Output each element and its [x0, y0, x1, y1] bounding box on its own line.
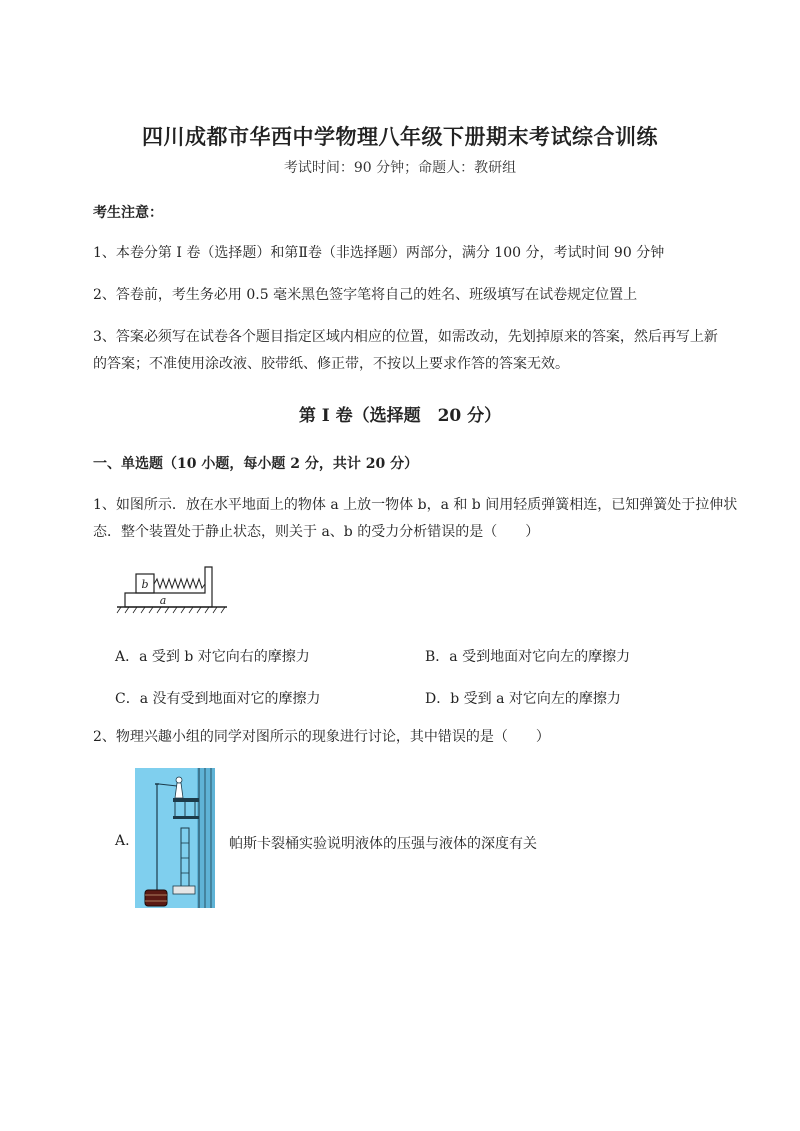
notice-item-3-line-2: 的答案；不准使用涂改液、胶带纸、修正带，不按以上要求作答的答案无效。 [93, 356, 569, 372]
notice-item-1: 1、本卷分第 I 卷（选择题）和第Ⅱ卷（非选择题）两部分，满分 100 分，考试时间 90 分钟 [93, 245, 665, 261]
question-1-line-1: 1、如图所示．放在水平地面上的物体 a 上放一物体 b，a 和 b 间用轻质弹簧相连，已知弹簧处于拉伸状 [93, 497, 738, 513]
pascal-barrel-figure [135, 768, 215, 908]
notice-heading: 考生注意： [93, 205, 163, 221]
option-1-a: A．a 受到 b 对它向右的摩擦力 [115, 649, 310, 665]
question-2-line-1: 2、物理兴趣小组的同学对图所示的现象进行讨论，其中错误的是（ ） [93, 729, 550, 745]
section-title: 第 I 卷（选择题 20 分） [298, 406, 502, 426]
option-2-a-text: 帕斯卡裂桶实验说明液体的压强与液体的深度有关 [229, 836, 537, 852]
question-1-line-2: 态．整个装置处于静止状态，则关于 a、b 的受力分析错误的是（ ） [93, 524, 540, 540]
option-1-d: D．b 受到 a 对它向左的摩擦力 [425, 691, 621, 707]
spring-block-figure [115, 560, 230, 620]
exam-subtitle: 考试时间：90 分钟；命题人：教研组 [283, 160, 517, 176]
block-b-label: b [141, 578, 149, 591]
block-a-label: a [159, 594, 167, 607]
option-1-b: B．a 受到地面对它向左的摩擦力 [425, 649, 631, 665]
question-type-heading: 一、单选题（10 小题，每小题 2 分，共计 20 分） [93, 456, 419, 472]
notice-item-3-line-1: 3、答案必须写在试卷各个题目指定区域内相应的位置，如需改动，先划掉原来的答案，然后再写上新 [93, 329, 718, 345]
option-2-a-letter: A. [115, 833, 130, 849]
exam-title: 四川成都市华西中学物理八年级下册期末考试综合训练 [142, 124, 658, 149]
notice-item-2: 2、答卷前，考生务必用 0.5 毫米黑色签字笔将自己的姓名、班级填写在试卷规定位置上 [93, 287, 638, 303]
option-1-c: C．a 没有受到地面对它的摩擦力 [115, 691, 321, 707]
